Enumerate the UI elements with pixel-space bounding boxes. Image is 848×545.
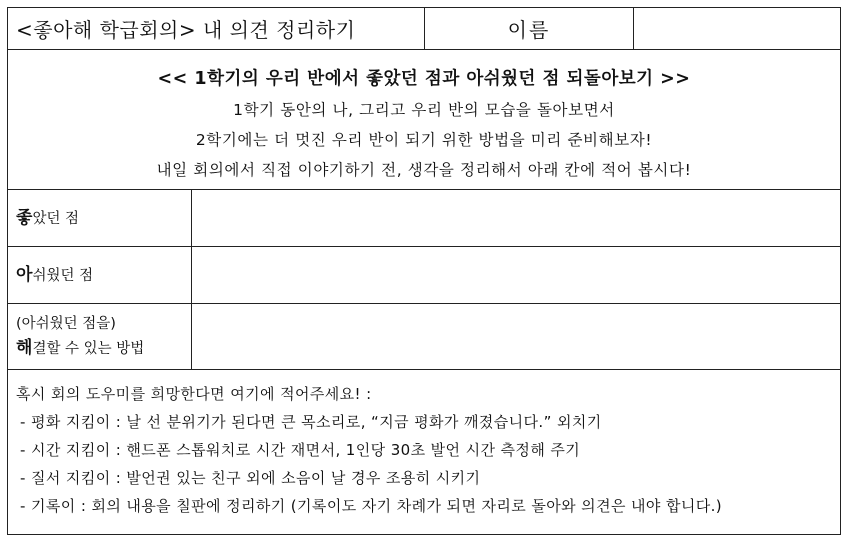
regret-points-initial: 아	[16, 264, 33, 285]
solution-label	[8, 304, 192, 369]
good-points-label	[8, 190, 192, 246]
regret-points-label-text: 쉬웠던 점	[32, 267, 94, 284]
regret-points-label	[8, 247, 192, 303]
intro-line-3: 내일 회의에서 직접 이야기하기 전, 생각을 정리해서 아래 칸에 적어 봅시다!	[156, 161, 692, 179]
role-time-keeper: - 시간 지킴이 : 핸드폰 스톱워치로 시간 재면서, 1인당 30초 발언 시간 측정해 주기	[20, 441, 581, 459]
good-points-initial: 좋	[16, 207, 33, 228]
intro-heading: << 1학기의 우리 반에서 좋았던 점과 아쉬웠던 점 되돌아보기 >>	[157, 69, 691, 89]
intro-line-2: 2학기에는 더 멋진 우리 반이 되기 위한 방법을 미리 준비해보자!	[195, 131, 653, 149]
role-order-keeper: - 질서 지킴이 : 발언권 있는 친구 외에 소음이 날 경우 조용히 시키기	[20, 469, 481, 487]
solution-initial: 해	[16, 338, 33, 358]
regret-points-answer[interactable]	[192, 247, 840, 303]
solution-row	[8, 304, 840, 370]
good-points-label-text: 았던 점	[32, 210, 80, 227]
worksheet-title: <좋아해 학급회의> 내 의견 정리하기	[8, 8, 425, 49]
solution-answer[interactable]	[192, 304, 840, 369]
good-points-answer[interactable]	[192, 190, 840, 246]
name-label: 이름	[425, 8, 634, 49]
helper-section	[8, 370, 840, 534]
solution-label-text: 결할 수 있는 방법	[32, 341, 145, 357]
name-field[interactable]	[634, 8, 840, 49]
header-row	[8, 8, 840, 50]
role-peace-keeper: - 평화 지킴이 : 날 선 분위기가 된다면 큰 목소리로, “지금 평화가 깨졌습니다.” 외치기	[20, 413, 602, 431]
regret-points-row	[8, 247, 840, 304]
worksheet	[7, 7, 841, 535]
role-recorder: - 기록이 : 회의 내용을 칠판에 정리하기 (기록이도 자기 차례가 되면 자리로 돌아와 의견은 내야 합니다.)	[20, 497, 723, 515]
good-points-row	[8, 190, 840, 247]
helper-intro: 혹시 회의 도우미를 희망한다면 여기에 적어주세요! :	[16, 385, 372, 403]
solution-label-line1: (아쉬웠던 점을)	[16, 316, 116, 332]
intro-line-1: 1학기 동안의 나, 그리고 우리 반의 모습을 돌아보면서	[233, 101, 615, 119]
intro-section	[8, 50, 840, 190]
